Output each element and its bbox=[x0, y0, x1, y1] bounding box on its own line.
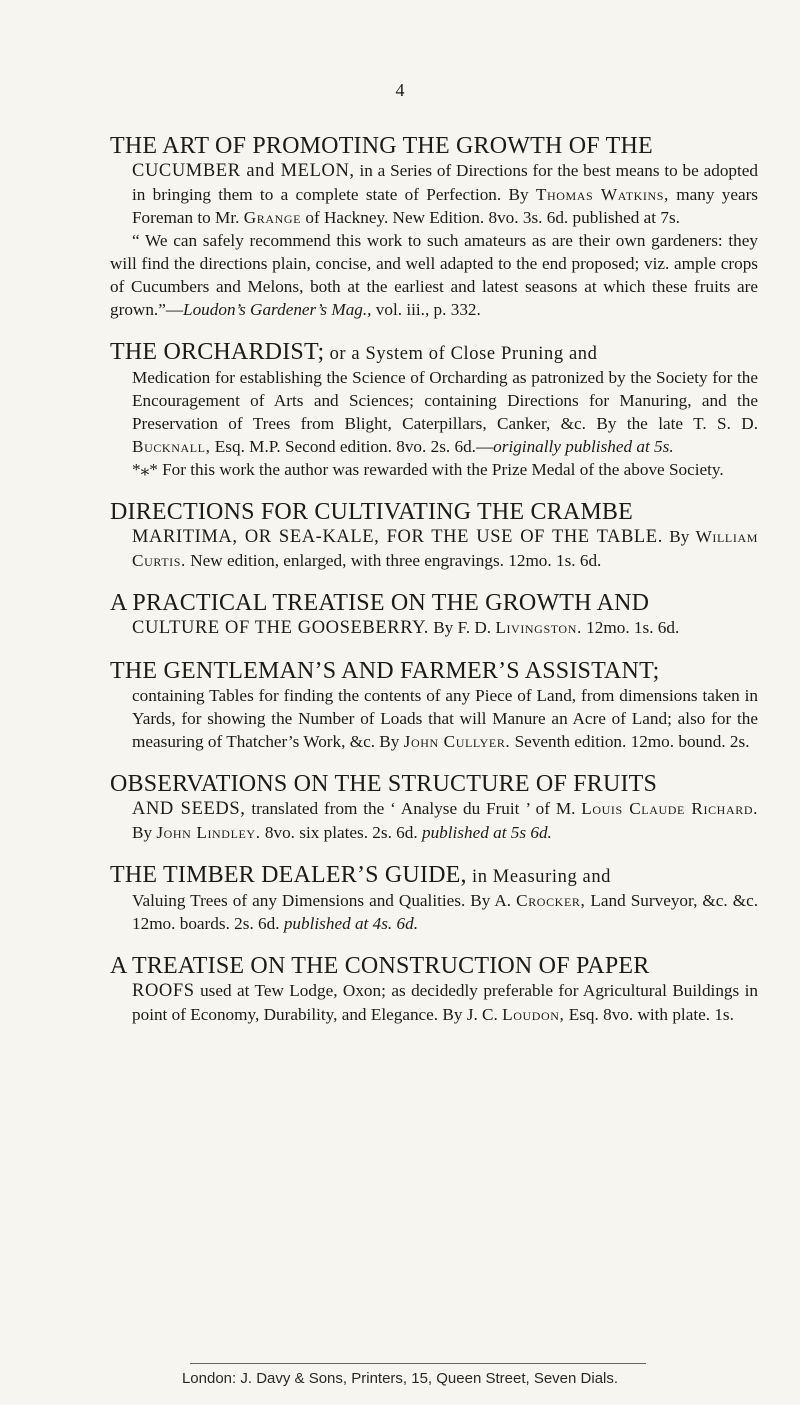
entry-review-quote bbox=[110, 229, 758, 321]
entry-text: Esq. 8vo. with plate. 1s. bbox=[564, 1005, 734, 1024]
entry-title: THE TIMBER DEALER’S GUIDE, bbox=[110, 862, 467, 888]
entry-title: A PRACTICAL TREATISE ON THE GROWTH AND bbox=[110, 590, 650, 616]
entry-italic-text: published at 4s. 6d. bbox=[283, 914, 418, 933]
catalogue-entry-assistant bbox=[110, 660, 758, 753]
entry-text: By bbox=[662, 527, 696, 546]
entry-title: OBSERVATIONS ON THE STRUCTURE OF FRUITS bbox=[110, 771, 658, 797]
entry-title: THE GENTLEMAN’S AND FARMER’S ASSISTANT; bbox=[110, 658, 660, 684]
entry-title: THE ORCHARDIST; bbox=[110, 339, 325, 365]
entry-author: William Curtis. bbox=[132, 527, 758, 570]
entry-description bbox=[110, 797, 758, 844]
entry-description bbox=[110, 159, 758, 229]
catalogue-entry-crambe bbox=[110, 501, 758, 572]
entry-subtitle: CULTURE OF THE GOOSEBERRY. bbox=[132, 618, 429, 638]
entry-text: 12mo. 1s. 6d. bbox=[581, 618, 680, 637]
entry-author: Loudon, bbox=[502, 1005, 565, 1024]
catalogue-entry-orchardist bbox=[110, 341, 758, 481]
entry-heading bbox=[110, 592, 758, 616]
entry-title-rest: in Measuring and bbox=[466, 867, 612, 887]
entry-text: many years Foreman to Mr. bbox=[132, 185, 758, 227]
entry-heading bbox=[110, 773, 758, 797]
entry-title-rest: or a System of Close Pruning and bbox=[324, 344, 598, 364]
quote-source: Loudon’s Gardener’s Mag., bbox=[183, 300, 372, 319]
catalogue-entry-fruits bbox=[110, 773, 758, 844]
entry-text: Valuing Trees of any Dimensions and Qualities. By A. bbox=[132, 891, 517, 910]
entry-subtitle: MARITIMA, OR SEA-KALE, FOR THE USE OF THE TABLE. bbox=[132, 527, 663, 547]
printer-imprint: London: J. Davy & Sons, Printers, 15, Queen Street, Seven Dials. bbox=[181, 1370, 619, 1387]
entry-text: Esq. M.P. Second edition. 8vo. 2s. 6d.— bbox=[210, 437, 494, 456]
quote-text: “ We can safely recommend this work to such amateurs as are their own gardeners: they will find the directions plain, concise, and well adapted to the end proposed; viz. ample crops of Cucumbers and Melons, both at the earliest and latest seasons at which these fruits are grown.”— bbox=[110, 231, 758, 319]
entry-text: in a Series of Directions for the best means to be adopted in bringing them to a complete state of Perfection. By bbox=[132, 161, 759, 204]
entry-description bbox=[110, 366, 758, 458]
entry-author: Bucknall, bbox=[132, 437, 211, 456]
entry-author: John Lindley. bbox=[156, 823, 261, 842]
entry-description bbox=[110, 616, 758, 640]
entry-title: DIRECTIONS FOR CULTIVATING THE CRAMBE bbox=[110, 499, 634, 525]
entry-title: THE ART OF PROMOTING THE GROWTH OF THE bbox=[110, 133, 653, 159]
entry-text: Land Surveyor, &c. &c. 12mo. boards. 2s. 6d. bbox=[132, 891, 758, 933]
entry-heading bbox=[110, 341, 758, 366]
catalogue-entry-cucumber bbox=[110, 135, 758, 321]
entry-heading bbox=[110, 501, 758, 525]
entry-text: New edition, enlarged, with three engravings. 12mo. 1s. 6d. bbox=[185, 551, 602, 570]
entry-heading bbox=[110, 864, 758, 889]
entry-author: Thomas Watkins, bbox=[535, 185, 669, 204]
entry-description bbox=[110, 979, 758, 1026]
quote-reference: vol. iii., p. 332. bbox=[371, 300, 481, 319]
entry-text: By F. D. bbox=[428, 618, 496, 637]
entry-author: Crocker, bbox=[516, 891, 586, 910]
imprint-divider bbox=[190, 1363, 646, 1364]
entry-subtitle: CUCUMBER and MELON, bbox=[132, 161, 355, 181]
entry-text: Seventh edition. 12mo. bound. 2s. bbox=[510, 732, 750, 751]
entry-italic-text: published at 5s 6d. bbox=[421, 823, 552, 842]
entry-description bbox=[110, 684, 758, 753]
entry-author: John Cullyer. bbox=[403, 732, 511, 751]
entry-text: used at Tew Lodge, Oxon; as decidedly preferable for Agricultural Buildings in point of Economy, Durability, and Elegance. By J. C. bbox=[132, 981, 758, 1024]
page-number: 4 bbox=[395, 80, 405, 100]
entry-text: of Hackney. New Edition. 8vo. 3s. 6d. published at 7s. bbox=[301, 208, 680, 227]
catalogue-entry-timber bbox=[110, 864, 758, 935]
entry-text: translated from the ‘ Analyse du Fruit ’ of M. bbox=[245, 799, 582, 818]
entry-author: Livingston. bbox=[495, 618, 582, 637]
entry-author: Louis Claude Richard. bbox=[581, 799, 758, 818]
catalogue-entries bbox=[110, 135, 758, 1046]
entry-description bbox=[110, 889, 758, 935]
entry-text: 8vo. six plates. 2s. 6d. bbox=[260, 823, 422, 842]
entry-text: Medication for establishing the Science of Orcharding as patronized by the Society for the Encouragement of Arts and Sciences; containing Directions for Manuring, and the Preservation of Trees from Blight, Caterpillars, Canker, &c. By the late T. S. D. bbox=[132, 368, 758, 433]
entry-text: containing Tables for finding the contents of any Piece of Land, from dimensions taken in Yards, for showing the Number of Loads that will Manure an Acre of Land; also for the measuring of Thatcher’s Work, &c. By bbox=[132, 686, 758, 751]
entry-author: Grange bbox=[243, 208, 302, 227]
entry-note: *⁎* For this work the author was rewarded with the Prize Medal of the above Society. bbox=[132, 460, 724, 479]
entry-heading bbox=[110, 660, 758, 684]
entry-subtitle: ROOFS bbox=[132, 981, 195, 1001]
entry-subtitle: AND SEEDS, bbox=[132, 799, 246, 819]
entry-text: By bbox=[132, 823, 157, 842]
entry-italic-text: originally published at 5s. bbox=[493, 437, 674, 456]
catalogue-entry-paper-roofs bbox=[110, 955, 758, 1026]
entry-heading bbox=[110, 955, 758, 979]
entry-heading bbox=[110, 135, 758, 159]
catalogue-entry-gooseberry bbox=[110, 592, 758, 640]
entry-description bbox=[110, 525, 758, 572]
entry-title: A TREATISE ON THE CONSTRUCTION OF PAPER bbox=[110, 953, 650, 979]
